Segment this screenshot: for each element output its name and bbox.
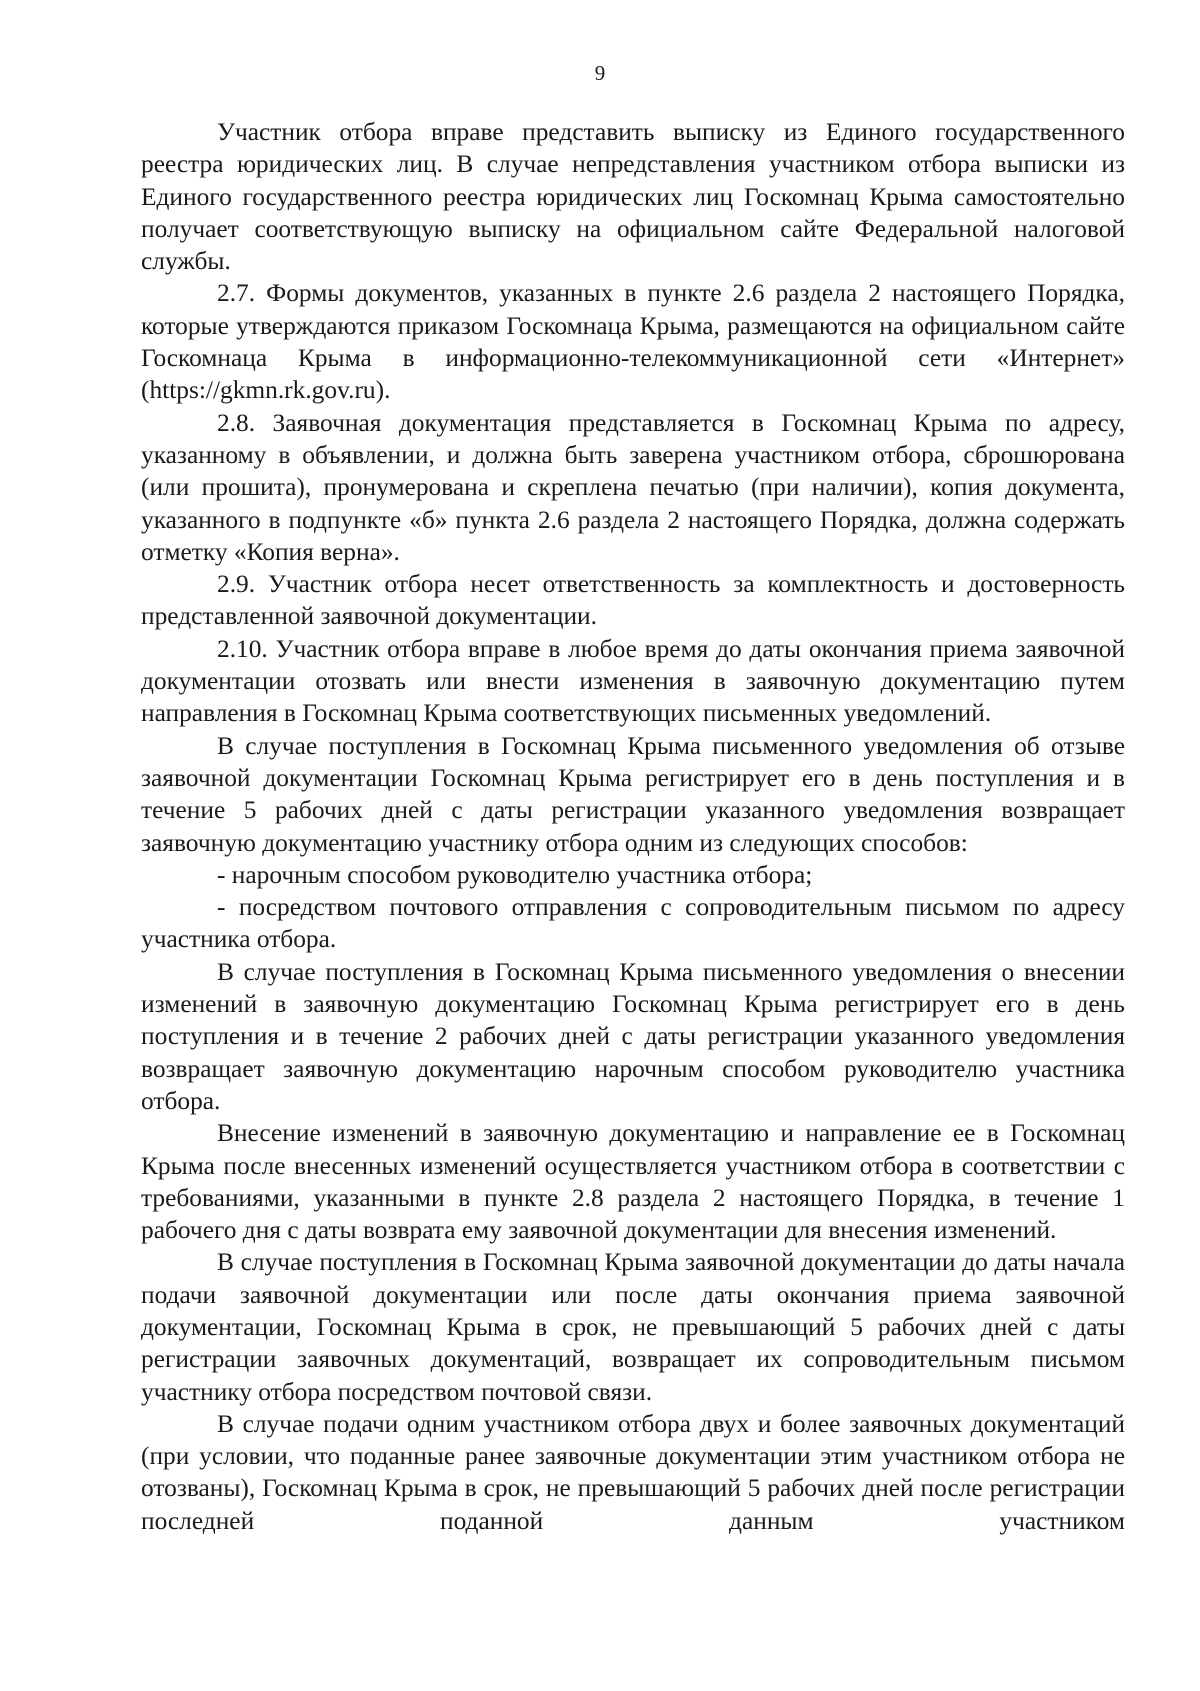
paragraph-multiple-submissions: В случае подачи одним участником отбора двух и более заявочных документаций (при условии, что поданные ранее заявочные документации этим участником отбора не отозваны), Госкомнац Крыма в срок, не превышающий 5 рабочих дней после регистрации последней поданной данным участником [141, 1409, 1125, 1535]
paragraph-changes-notice: В случае поступления в Госкомнац Крыма письменного уведомления о внесении изменений в заявочную документацию Госкомнац Крыма регистрирует его в день поступления и в течение 2 рабочих дней с даты регистрации указанного уведомления возвращает заявочную документацию нарочным способом руководителю участника отбора. [141, 957, 1125, 1115]
paragraph-early-late-submission: В случае поступления в Госкомнац Крыма заявочной документации до даты начала подачи заявочной документации или после даты окончания приема заявочной документации, Госкомнац Крыма в срок, не превышающий 5 рабочих дней с даты регистрации заявочных документаций, возвращает их сопроводительным письмом участнику отбора посредством почтовой связи. [141, 1248, 1125, 1406]
paragraph-changes-submission: Внесение изменений в заявочную документацию и направление ее в Госкомнац Крыма после внесенных изменений осуществляется участником отбора в соответствии с требованиями, указанными в пункте 2.8 раздела 2 настоящего Порядка, в течение 1 рабочего дня с даты возврата ему заявочной документации для внесения изменений. [141, 1119, 1125, 1245]
paragraph-2-9: 2.9. Участник отбора несет ответственность за комплектность и достоверность представленной заявочной документации. [141, 570, 1125, 631]
paragraph-egrul-extract: Участник отбора вправе представить выписку из Единого государственного реестра юридических лиц. В случае непредставления участником отбора выписки из Единого государственного реестра юридических лиц Госкомнац Крыма самостоятельно получает соответствующую выписку на официальном сайте Федеральной налоговой службы. [141, 118, 1125, 276]
paragraph-2-7: 2.7. Формы документов, указанных в пункте 2.6 раздела 2 настоящего Порядка, которые утверждаются приказом Госкомнаца Крыма, размещаются на официальном сайте Госкомнаца Крыма в информационно-телекоммуникационной сети «Интернет» (https://gkmn.rk.gov.ru). [141, 279, 1125, 405]
paragraph-2-10: 2.10. Участник отбора вправе в любое время до даты окончания приема заявочной документации отозвать или внести изменения в заявочную документацию путем направления в Госкомнац Крыма соответствующих письменных уведомлений. [141, 634, 1125, 728]
paragraph-2-8: 2.8. Заявочная документация представляется в Госкомнац Крыма по адресу, указанному в объявлении, и должна быть заверена участником отбора, сброшюрована (или прошита), пронумерована и скреплена печатью (при наличии), копия документа, указанного в подпункте «б» пункта 2.6 раздела 2 настоящего Порядка, должна содержать отметку «Копия верна». [141, 408, 1125, 566]
list-item-postal: - посредством почтового отправления с сопроводительным письмом по адресу участника отбора. [141, 893, 1125, 954]
paragraph-withdrawal-notice: В случае поступления в Госкомнац Крыма письменного уведомления об отзыве заявочной документации Госкомнац Крыма регистрирует его в день поступления и в течение 5 рабочих дней с даты регистрации указанного уведомления возвращает заявочную документацию участнику отбора одним из следующих способов: [141, 731, 1125, 857]
document-body [141, 116, 1125, 1537]
page-number: 9 [594, 61, 606, 85]
list-item-courier: - нарочным способом руководителю участника отбора; [217, 860, 813, 889]
